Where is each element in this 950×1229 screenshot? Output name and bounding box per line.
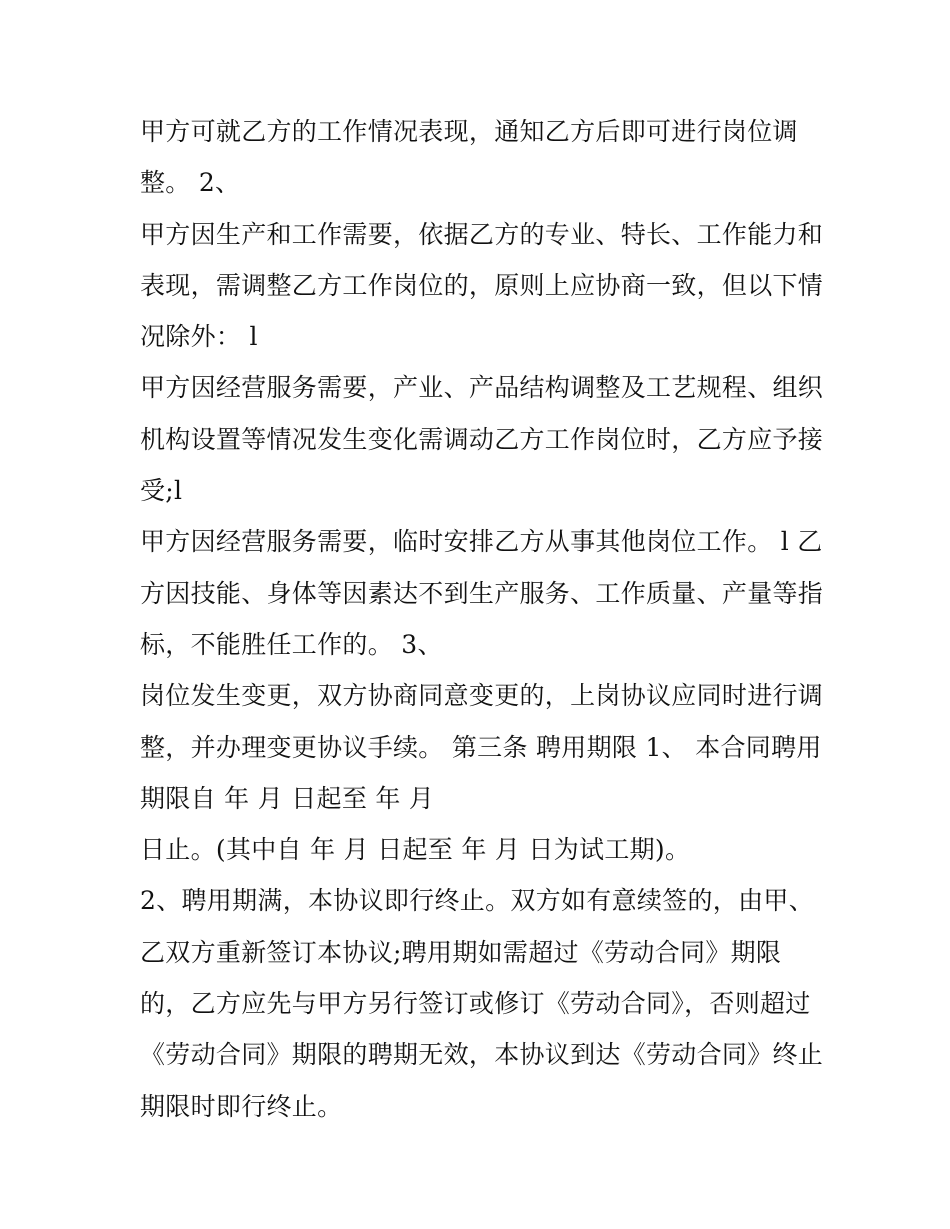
- text-line: 2、聘用期满，本协议即行终止。双方如有意续签的，由甲、: [140, 886, 815, 916]
- text-line: 方因技能、身体等因素达不到生产服务、工作质量、产量等指: [140, 578, 824, 608]
- text-line: 甲方因生产和工作需要，依据乙方的专业、特长、工作能力和: [140, 219, 824, 249]
- text-line: 表现，需调整乙方工作岗位的，原则上应协商一致，但以下情: [140, 270, 824, 300]
- text-line: 甲方可就乙方的工作情况表现，通知乙方后即可进行岗位调: [140, 117, 798, 146]
- text-line: 况除外： l: [140, 322, 258, 352]
- text-line: 的，乙方应先与甲方另行签订或修订《劳动合同》，否则超过: [140, 989, 811, 1019]
- text-line: 标，不能胜任工作的。 3、: [140, 629, 443, 659]
- contract-text: [140, 106, 840, 1132]
- text-line: 整，并办理变更协议手续。 第三条 聘用期限 1、 本合同聘用: [140, 732, 822, 762]
- text-line: 整。 2、: [140, 168, 241, 198]
- text-line: 机构设置等情况发生变化需调动乙方工作岗位时，乙方应予接: [140, 424, 824, 454]
- text-line: 受;l: [140, 476, 183, 506]
- text-line: 《劳动合同》期限的聘期无效，本协议到达《劳动合同》终止: [140, 1040, 824, 1070]
- text-line: 期限自 年 月 日起至 年 月: [140, 783, 435, 813]
- text-line: 甲方因经营服务需要，产业、产品结构调整及工艺规程、组织: [140, 373, 824, 403]
- text-line: 日止。(其中自 年 月 日起至 年 月 日为试工期)。: [140, 835, 691, 865]
- text-line: 乙双方重新签订本协议;聘用期如需超过《劳动合同》期限: [140, 937, 782, 967]
- text-line: 岗位发生变更，双方协商同意变更的，上岗协议应同时进行调: [140, 681, 824, 711]
- text-line: 甲方因经营服务需要，临时安排乙方从事其他岗位工作。 l 乙: [140, 527, 823, 557]
- text-line: 期限时即行终止。: [140, 1091, 343, 1121]
